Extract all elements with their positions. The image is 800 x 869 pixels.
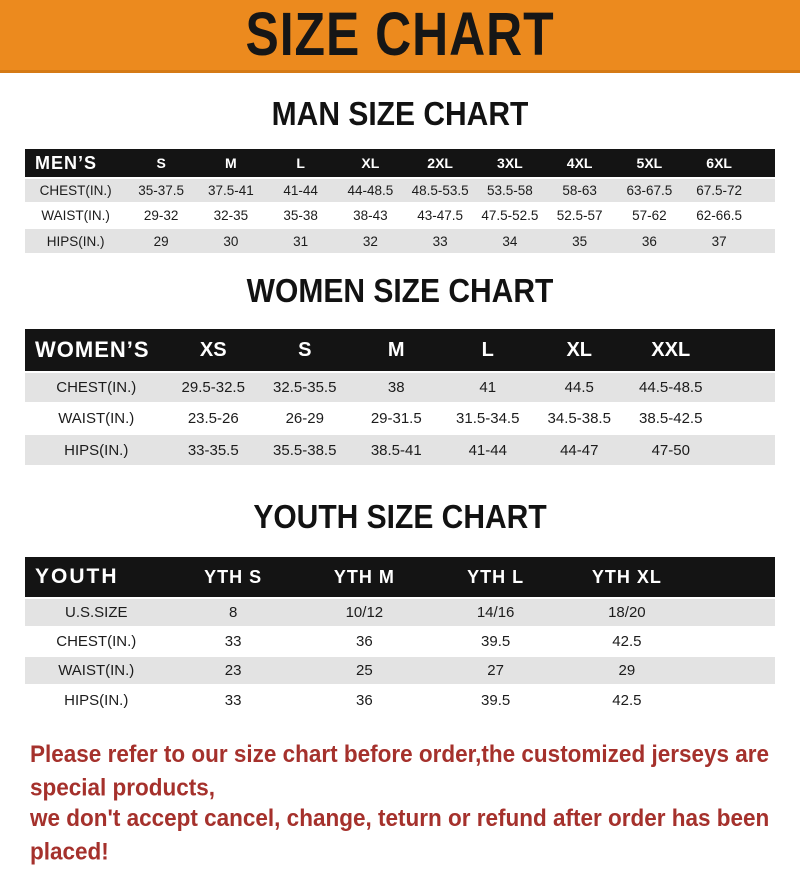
- men-heading: MAN SIZE CHART: [271, 95, 529, 133]
- table-row: [25, 203, 775, 228]
- cell: 32: [362, 233, 378, 249]
- men-header-row: [25, 149, 775, 178]
- spacer-cell: [693, 557, 776, 598]
- spacer-cell: [693, 685, 776, 714]
- cell: 41: [479, 379, 497, 396]
- spacer-cell: [754, 228, 775, 253]
- cell: 44-48.5: [347, 183, 394, 198]
- row-label: HIPS(IN.): [64, 691, 129, 709]
- cell: 31: [293, 233, 309, 249]
- cell: 26-29: [285, 410, 324, 427]
- cell: 63-67.5: [626, 183, 673, 198]
- cell: 36: [641, 233, 657, 249]
- cell: 29-31.5: [370, 410, 422, 427]
- youth-header-label: YOUTH: [35, 565, 119, 588]
- cell: 27: [487, 662, 504, 679]
- cell: 35: [572, 233, 588, 249]
- women-col-header: S: [298, 338, 312, 361]
- cell: 41-44: [283, 183, 318, 198]
- cell: 37: [711, 233, 727, 249]
- cell: 29: [618, 662, 636, 679]
- cell: 47-50: [651, 441, 690, 459]
- youth-table-body: [25, 598, 775, 714]
- row-label: CHEST(IN.): [56, 633, 137, 650]
- cell: 25: [356, 662, 373, 679]
- cell: 29: [153, 233, 169, 249]
- youth-col-header: YTH XL: [591, 566, 662, 587]
- spacer-cell: [754, 203, 775, 228]
- cell: 37.5-41: [207, 183, 254, 198]
- cell: 18/20: [608, 604, 646, 621]
- cell: 36: [356, 633, 373, 650]
- cell: 33: [224, 633, 242, 650]
- row-label: WAIST(IN.): [58, 662, 135, 679]
- footer-line-1: Please refer to our size chart before order,the customized jerseys are special products,: [30, 741, 770, 801]
- cell: 57-62: [632, 208, 667, 223]
- row-label: WAIST(IN.): [58, 410, 135, 427]
- cell: 10/12: [345, 604, 384, 621]
- cell: 33-35.5: [187, 441, 239, 459]
- spacer-cell: [693, 656, 776, 685]
- row-label: HIPS(IN.): [64, 441, 129, 459]
- cell: 38-43: [353, 208, 388, 223]
- cell: 41-44: [468, 441, 507, 459]
- cell: 35.5-38.5: [273, 441, 337, 459]
- table-row: [25, 627, 775, 656]
- cell: 48.5-53.5: [411, 183, 469, 198]
- women-heading: WOMEN SIZE CHART: [246, 272, 554, 310]
- cell: 44-47: [560, 441, 599, 459]
- spacer-cell: [717, 329, 776, 372]
- women-col-header: L: [481, 338, 494, 361]
- women-header-label: WOMEN’S: [35, 337, 150, 362]
- cell: 33: [224, 691, 242, 709]
- men-col-header: S: [156, 155, 166, 171]
- cell: 14/16: [476, 604, 515, 621]
- men-col-header: 4XL: [566, 155, 593, 171]
- spacer-cell: [693, 627, 776, 656]
- cell: 34: [502, 233, 518, 249]
- cell: 35-38: [283, 208, 318, 223]
- cell: 38: [387, 379, 405, 396]
- women-col-header: XL: [566, 338, 593, 361]
- men-col-header: 3XL: [497, 155, 523, 171]
- spacer-cell: [717, 434, 776, 465]
- cell: 33: [432, 233, 448, 249]
- men-header-label: MEN’S: [35, 152, 98, 173]
- cell: 39.5: [481, 691, 511, 709]
- table-row: [25, 685, 775, 714]
- cell: 67.5-72: [696, 183, 743, 198]
- youth-col-header: YTH L: [467, 566, 525, 587]
- cell: 38.5-41: [370, 441, 422, 459]
- footer-line-2: we don't accept cancel, change, teturn or refund after order has been placed!: [30, 805, 770, 865]
- cell: 32-35: [213, 208, 249, 223]
- cell: 47.5-52.5: [481, 208, 539, 223]
- women-section: [0, 272, 800, 465]
- cell: 23.5-26: [187, 410, 239, 427]
- table-row: [25, 403, 775, 434]
- table-row: [25, 372, 775, 403]
- cell: 43-47.5: [417, 208, 464, 223]
- cell: 32.5-35.5: [273, 379, 337, 396]
- cell: 44.5-48.5: [639, 379, 703, 396]
- women-header-row: [25, 329, 775, 372]
- table-row: [25, 434, 775, 465]
- youth-heading: YOUTH SIZE CHART: [253, 498, 547, 536]
- women-col-header: XS: [199, 338, 227, 361]
- women-size-table: [25, 329, 775, 465]
- women-col-header: M: [387, 338, 405, 361]
- men-col-header: M: [225, 155, 237, 171]
- cell: 23: [224, 662, 242, 679]
- men-col-header: 2XL: [427, 155, 453, 171]
- women-table-head: [25, 329, 775, 372]
- cell: 29.5-32.5: [181, 379, 245, 396]
- cell: 36: [356, 691, 373, 709]
- row-label: WAIST(IN.): [41, 208, 110, 223]
- cell: 8: [228, 604, 238, 621]
- table-row: [25, 598, 775, 627]
- men-section: [0, 95, 800, 253]
- cell: 30: [223, 233, 239, 249]
- youth-col-header: YTH S: [204, 566, 263, 587]
- spacer-cell: [754, 149, 775, 178]
- men-col-header: XL: [361, 155, 380, 171]
- banner: [0, 0, 800, 73]
- women-col-header: XXL: [651, 338, 691, 361]
- youth-col-header: YTH M: [333, 566, 395, 587]
- table-row: [25, 228, 775, 253]
- spacer-cell: [754, 178, 775, 203]
- cell: 52.5-57: [556, 208, 603, 223]
- men-table-head: [25, 149, 775, 178]
- cell: 42.5: [612, 691, 642, 709]
- row-label: HIPS(IN.): [46, 233, 105, 249]
- men-col-header: 5XL: [636, 155, 663, 171]
- table-row: [25, 178, 775, 203]
- men-size-table: [25, 149, 775, 253]
- row-label: CHEST(IN.): [56, 379, 137, 396]
- cell: 42.5: [612, 633, 642, 650]
- cell: 35-37.5: [138, 183, 185, 198]
- page-title: SIZE CHART: [245, 0, 555, 70]
- footer-note: [0, 738, 800, 866]
- cell: 44.5: [564, 379, 594, 396]
- youth-header-row: [25, 557, 775, 598]
- youth-section: [0, 498, 800, 714]
- cell: 34.5-38.5: [547, 410, 611, 427]
- table-row: [25, 656, 775, 685]
- men-table-body: [25, 178, 775, 253]
- cell: 58-63: [562, 183, 597, 198]
- spacer-cell: [717, 403, 776, 434]
- cell: 38.5-42.5: [639, 410, 703, 427]
- cell: 62-66.5: [696, 208, 743, 223]
- spacer-cell: [717, 372, 776, 403]
- cell: 31.5-34.5: [456, 410, 520, 427]
- row-label: U.S.SIZE: [64, 604, 128, 621]
- spacer-cell: [693, 598, 776, 627]
- women-table-body: [25, 372, 775, 465]
- row-label: CHEST(IN.): [39, 183, 112, 198]
- cell: 29-32: [143, 208, 179, 223]
- youth-size-table: [25, 557, 775, 714]
- cell: 39.5: [481, 633, 511, 650]
- men-col-header: 6XL: [706, 155, 732, 171]
- cell: 53.5-58: [486, 183, 533, 198]
- men-col-header: L: [296, 155, 305, 171]
- youth-table-head: [25, 557, 775, 598]
